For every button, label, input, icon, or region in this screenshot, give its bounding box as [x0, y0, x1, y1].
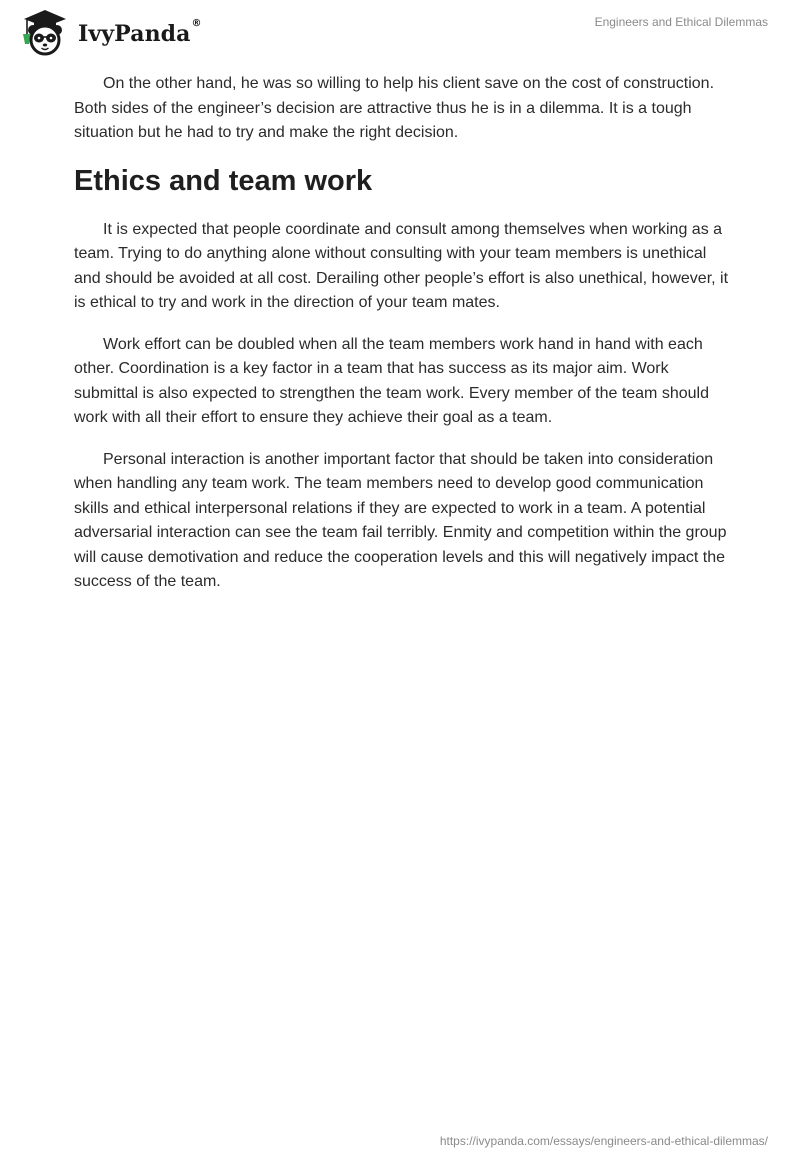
source-url[interactable]: https://ivypanda.com/essays/engineers-and-ethical-dilemmas/	[439, 1134, 768, 1148]
document-title: Engineers and Ethical Dilemmas	[594, 15, 768, 29]
section-heading: Ethics and team work	[74, 164, 373, 197]
essay-content	[74, 72, 734, 612]
panda-graduate-icon	[14, 8, 76, 58]
body-paragraph: Personal interaction is another important factor that should be taken into consideration when handling any team work. The team members need to develop good communication skills and ethical interpersonal relations if they are expected to work in a team. A potential adversarial interaction can see the team fail terribly. Enmity and competition within the group will cause demotivation and reduce the cooperation levels and this will negatively impact the success of the team.	[74, 450, 727, 590]
intro-paragraph: On the other hand, he was so willing to help his client save on the cost of construction. Both sides of the engineer’s decision are attractive thus he is in a dilemma. It is a tough situation but he had to try and make the right decision.	[74, 75, 715, 141]
brand-name: IvyPanda®	[78, 18, 202, 47]
registered-mark: ®	[191, 18, 202, 29]
body-paragraph: It is expected that people coordinate and consult among themselves when working as a team. Trying to do anything alone without consulting with your team members is unethical and should be avoided at all cost. Derailing other people’s effort is also unethical, however, it is ethical to try and work in the direction of your team mates.	[74, 220, 729, 311]
body-paragraph: Work effort can be doubled when all the team members work hand in hand with each other. Coordination is a key factor in a team that has success as its major aim. Work submittal is also expected to strengthen the team work. Every member of the team should work with all their effort to ensure they achieve their goal as a team.	[74, 335, 709, 426]
page-header	[0, 0, 800, 70]
brand-logo[interactable]	[14, 8, 202, 58]
